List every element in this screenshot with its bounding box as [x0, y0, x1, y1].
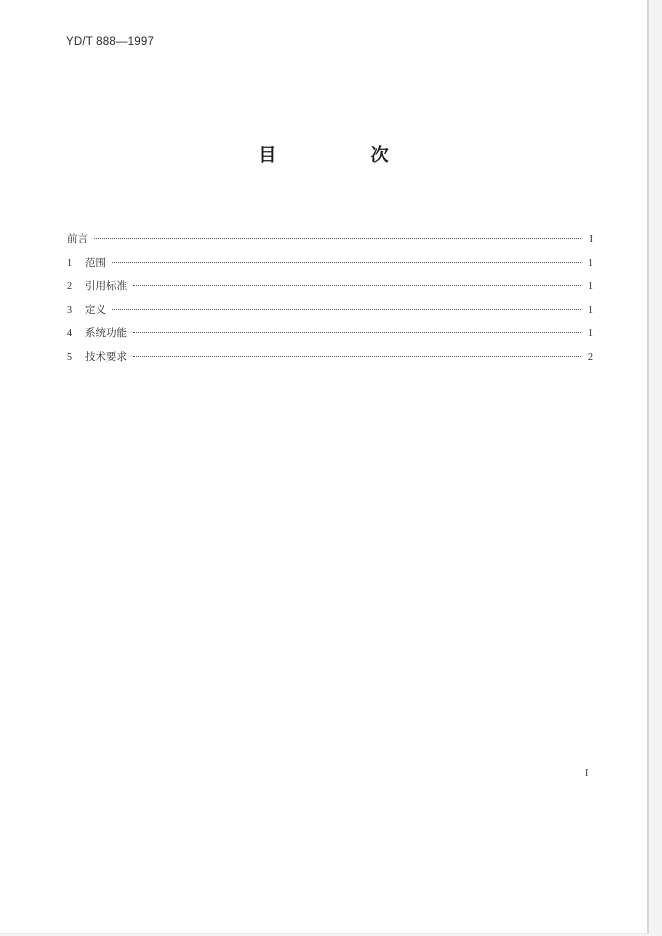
- toc-entry-foreword[interactable]: [67, 231, 593, 255]
- toc-entry-number: 4: [67, 328, 72, 339]
- toc-leader-dots: [133, 285, 581, 286]
- page-number: I: [585, 768, 589, 779]
- toc-entry-label: 范围: [85, 256, 106, 269]
- toc-leader-dots: [112, 309, 581, 310]
- table-of-contents: [67, 231, 593, 372]
- toc-entry-page: 1: [588, 281, 593, 292]
- toc-entry-label: 系统功能: [85, 327, 127, 339]
- toc-leader-dots: [94, 238, 581, 239]
- toc-entry-label: 定义: [85, 303, 106, 316]
- toc-entry-label: 技术要求: [85, 350, 127, 363]
- toc-entry-page: 1: [588, 257, 593, 269]
- toc-entry-page: 2: [588, 351, 593, 363]
- page-title: 目 次: [258, 145, 433, 166]
- toc-leader-dots: [133, 332, 581, 333]
- toc-entry-page: 1: [588, 328, 593, 339]
- toc-entry-number: 5: [67, 351, 72, 363]
- toc-entry-label: 引用标准: [85, 280, 127, 292]
- toc-leader-dots: [112, 262, 581, 263]
- toc-entry-system-functions[interactable]: [67, 325, 593, 349]
- toc-leader-dots: [133, 356, 581, 357]
- toc-entry-label: 前言: [67, 233, 88, 245]
- standard-code: YD/T 888—1997: [66, 36, 155, 48]
- toc-entry-page: 1: [588, 304, 593, 316]
- toc-entry-normative-references[interactable]: [67, 278, 593, 302]
- toc-entry-number: 1: [67, 257, 72, 269]
- toc-entry-page: I: [589, 234, 593, 245]
- toc-entry-technical-requirements[interactable]: [67, 349, 593, 373]
- toc-entry-number: 2: [67, 281, 72, 292]
- toc-entry-number: 3: [67, 304, 72, 316]
- toc-entry-definitions[interactable]: [67, 302, 593, 326]
- toc-entry-scope[interactable]: [67, 255, 593, 279]
